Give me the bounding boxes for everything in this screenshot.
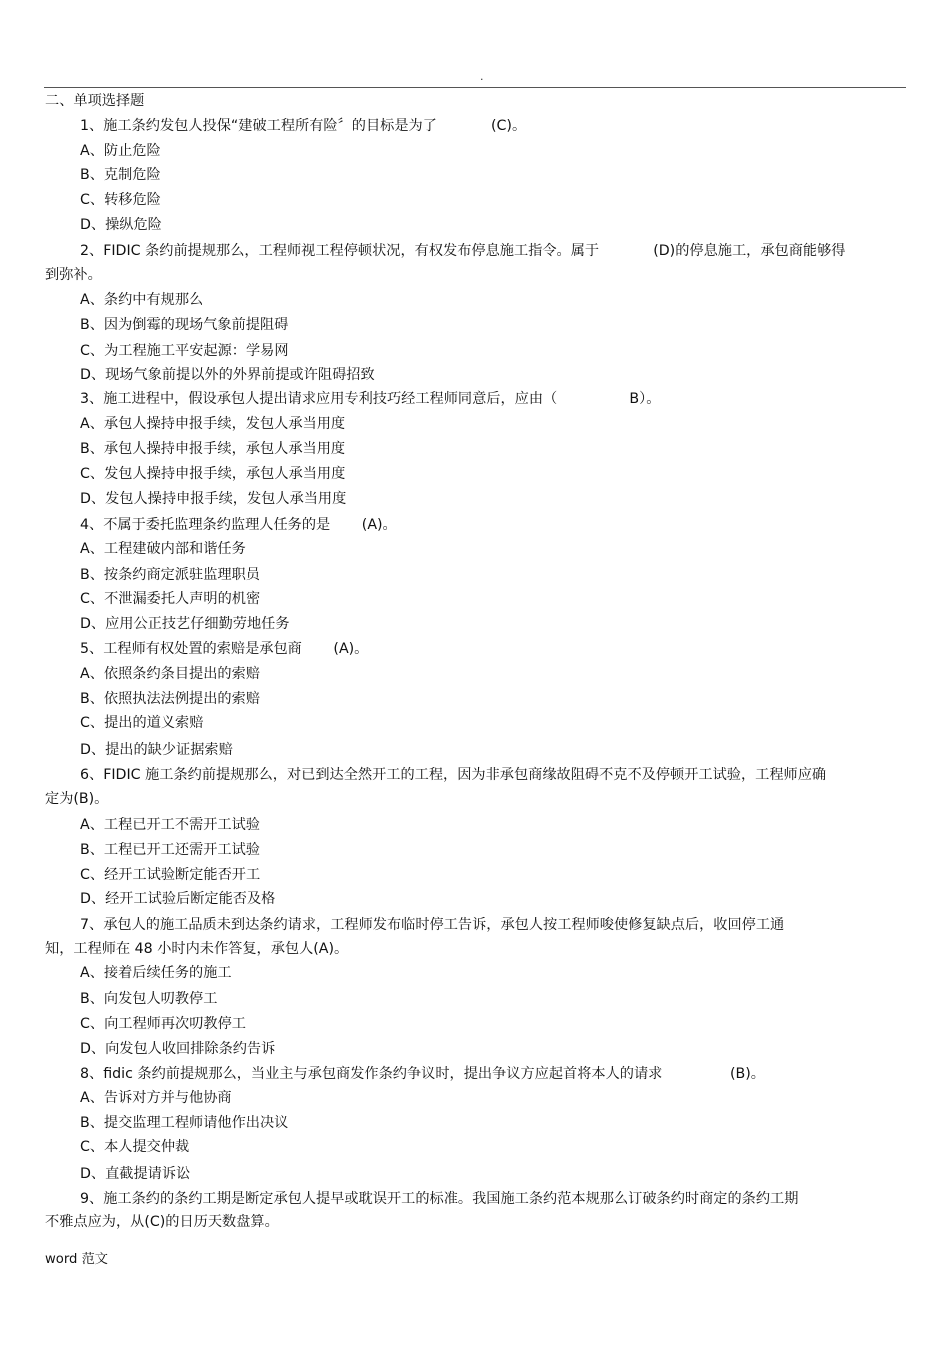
question-9: 9、施工条约的条约工期是断定承包人提早或耽误开工的标准。我国施工条约范本规那么订破条约时商定的条约工期 <box>80 1191 799 1207</box>
q4-option-d: D、应用公正技艺仔细勤劳地任务 <box>80 616 290 632</box>
header-dot: . <box>480 70 484 83</box>
q1-option-d: D、操纵危险 <box>80 217 162 233</box>
q8-option-a: A、告诉对方并与他协商 <box>80 1090 232 1106</box>
q8-option-b: B、提交监理工程师请他作出决议 <box>80 1115 289 1131</box>
q6-option-b: B、工程已开工还需开工试验 <box>80 842 260 858</box>
q1-option-a: A、防止危险 <box>80 143 161 159</box>
q8-option-d: D、直截提请诉讼 <box>80 1166 191 1182</box>
question-2-cont: 到弥补。 <box>45 267 102 283</box>
q5-option-b: B、依照执法法例提出的索赔 <box>80 691 260 707</box>
question-2: 2、FIDIC 条约前提规那么，工程师视工程停顿状况，有权发布停息施工指令。属于 (D)的停息施工，承包商能够得 <box>80 243 846 259</box>
question-8: 8、fidic 条约前提规那么，当业主与承包商发作条约争议时，提出争议方应起首将本人的请求 (B)。 <box>80 1066 765 1082</box>
q1-option-b: B、克制危险 <box>80 167 161 183</box>
q2-option-c: C、为工程施工平安起源：学易网 <box>80 343 289 359</box>
question-5: 5、工程师有权处置的索赔是承包商 (A)。 <box>80 641 369 657</box>
q7-option-c: C、向工程师再次叨教停工 <box>80 1016 246 1032</box>
question-3: 3、施工进程中，假设承包人提出请求应用专利技巧经工程师同意后，应由（ B）。 <box>80 391 661 407</box>
q6-option-a: A、工程已开工不需开工试验 <box>80 817 260 833</box>
q3-option-c: C、发包人操持申报手续，承包人承当用度 <box>80 466 346 482</box>
q7-option-a: A、接着后续任务的施工 <box>80 965 232 981</box>
q7-option-b: B、向发包人叨教停工 <box>80 991 218 1007</box>
q2-option-d: D、现场气象前提以外的外界前提或许阻碍招致 <box>80 367 375 383</box>
q3-option-b: B、承包人操持申报手续，承包人承当用度 <box>80 441 346 457</box>
q1-option-c: C、转移危险 <box>80 192 161 208</box>
question-6-cont: 定为(B)。 <box>45 791 109 807</box>
q7-option-d: D、向发包人收回排除条约告诉 <box>80 1041 276 1057</box>
header-rule <box>44 87 906 88</box>
question-7: 7、承包人的施工品质未到达条约请求，工程师发布临时停工告诉，承包人按工程师唆使修复缺点后，收回停工通 <box>80 917 785 933</box>
q5-option-a: A、依照条约条目提出的索赔 <box>80 666 260 682</box>
q6-option-d: D、经开工试验后断定能否及格 <box>80 891 276 907</box>
q8-option-c: C、本人提交仲裁 <box>80 1139 190 1155</box>
q3-option-d: D、发包人操持申报手续，发包人承当用度 <box>80 491 347 507</box>
q6-option-c: C、经开工试验断定能否开工 <box>80 867 261 883</box>
q5-option-c: C、提出的道义索赔 <box>80 715 204 731</box>
q3-option-a: A、承包人操持申报手续，发包人承当用度 <box>80 416 346 432</box>
q4-option-b: B、按条约商定派驻监理职员 <box>80 567 260 583</box>
q4-option-a: A、工程建破内部和谐任务 <box>80 541 246 557</box>
question-9-cont: 不雅点应为，从(C)的日历天数盘算。 <box>45 1214 279 1230</box>
question-4: 4、不属于委托监理条约监理人任务的是 (A)。 <box>80 517 397 533</box>
question-1: 1、施工条约发包人投保“建破工程所有险〞的目标是为了 (C)。 <box>80 118 527 134</box>
question-6: 6、FIDIC 施工条约前提规那么，对已到达全然开工的工程，因为非承包商缘故阻碍不克不及停顿开工试验，工程师应确 <box>80 767 827 783</box>
q4-option-c: C、不泄漏委托人声明的机密 <box>80 591 261 607</box>
q2-option-a: A、条约中有规那么 <box>80 292 204 308</box>
question-7-cont: 知，工程师在 48 小时内未作答复，承包人(A)。 <box>45 941 349 957</box>
q5-option-d: D、提出的缺少证据索赔 <box>80 742 233 758</box>
section-title: 二、单项选择题 <box>45 93 145 109</box>
q2-option-b: B、因为倒霉的现场气象前提阻碍 <box>80 317 289 333</box>
page-footer: word 范文 <box>45 1252 108 1267</box>
